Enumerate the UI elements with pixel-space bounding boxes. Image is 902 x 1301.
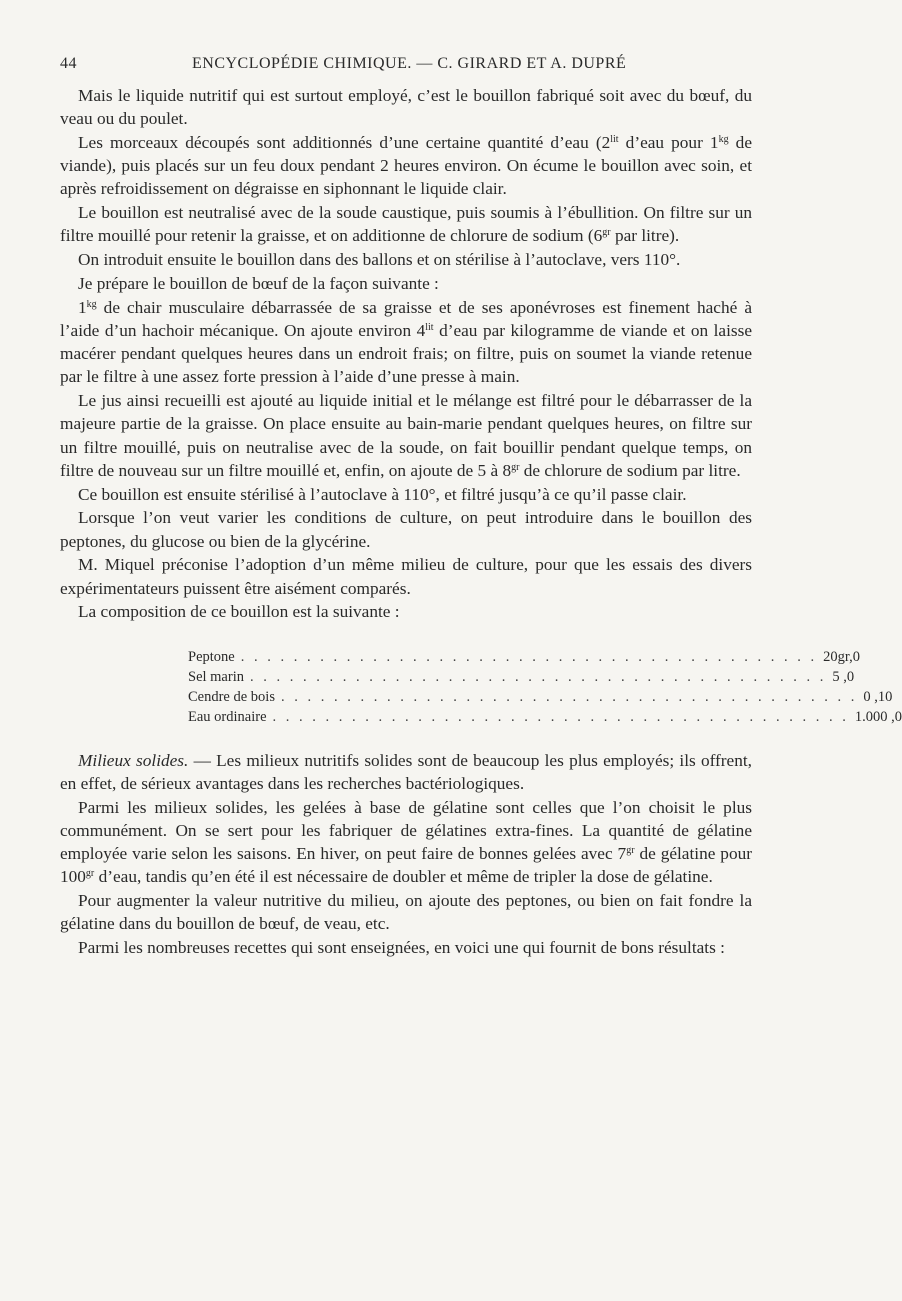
paragraph: Mais le liquide nutritif qui est surtout employé, c’est le bouillon fabriqué soit avec du bœuf, du veau ou du poulet.: [60, 86, 752, 129]
paragraph: Lorsque l’on veut varier les conditions de culture, on peut introduire dans le bouillon des peptones, du glucose ou bien de la glycérine.: [60, 508, 752, 551]
composition-label: Peptone: [188, 648, 235, 665]
paragraph: Parmi les milieux solides, les gelées à base de gélatine sont celles que l’on choisit le plus communément. On se sert pour les fabriquer de gélatines extra-fines. La quantité de gélatine employée varie selon les saisons. En hiver, on peut faire de bonnes gelées avec $7^{gr}$ de gélatine pour $100^{gr}$ d’eau, tandis qu’en été il est nécessaire de doubler et même de tripler la dose de gélatine.: [60, 797, 752, 887]
paragraph: Milieux solides. — Les milieux nutritifs solides sont de beaucoup les plus employés; ils offrent, en effet, de sérieux avantages dans les recherches bactériologiques.: [60, 750, 752, 793]
composition-value: 5 ,0: [832, 668, 855, 685]
leader-dots: . . . . . . . . . . . . . . . . . . . . . . . . . . . . . . . . . . . . . . . . . . . .: [249, 668, 827, 685]
paragraph: Le jus ainsi recueilli est ajouté au liquide initial et le mélange est filtré pour le débarrasser de la majeure partie de la graisse. On place ensuite au bain-marie pendant quelques heures, on filtre sur un filtre mouillé, puis on neutralise avec de la soude, on fait bouillir pendant quelque temps, on filtre de nouveau sur un filtre mouillé et, enfin, on ajoute de 5 à $8^{gr}$ de chlorure de sodium par litre.: [60, 391, 752, 480]
paragraph: Je prépare le bouillon de bœuf de la façon suivante :: [78, 274, 439, 293]
page-number: 44: [60, 55, 77, 72]
paragraph: Le bouillon est neutralisé avec de la soude caustique, puis soumis à l’ébullition. On filtre sur un filtre mouillé pour retenir la graisse, et on additionne de chlorure de sodium ($6^{gr}$ par litre).: [60, 203, 752, 246]
paragraph: M. Miquel préconise l’adoption d’un même milieu de culture, pour que les essais des divers expérimentateurs puissent être aisément comparés.: [60, 555, 752, 598]
leader-dots: . . . . . . . . . . . . . . . . . . . . . . . . . . . . . . . . . . . . . . . . . . . .: [272, 708, 849, 725]
composition-row: [188, 667, 855, 687]
composition-value: 20gr,0: [823, 648, 860, 665]
composition-value: 1.000 ,0: [854, 708, 902, 725]
page-body: [60, 84, 902, 960]
composition-label: Sel marin: [188, 668, 244, 685]
paragraph: On introduit ensuite le bouillon dans des ballons et on stérilise à l’autoclave, vers 110°.: [78, 250, 681, 270]
composition-row: [188, 647, 860, 667]
paragraph: La composition de ce bouillon est la suivante :: [78, 602, 400, 622]
paragraph: $1^{kg}$ de chair musculaire débarrassée de sa graisse et de ses aponévroses est finement haché à l’aide d’un hachoir mécanique. On ajoute environ $4^{lit}$ d’eau par kilogramme de viande et on laisse macérer pendant quelques heures dans un endroit frais; on filtre, puis on soumet la viande retenue par le filtre à une assez forte pression à l’aide d’une presse à main.: [60, 297, 752, 387]
paragraph: Parmi les nombreuses recettes qui sont enseignées, en voici une qui fournit de bons résultats :: [78, 938, 725, 958]
paragraph: Pour augmenter la valeur nutritive du milieu, on ajoute des peptones, ou bien on fait fondre la gélatine dans du bouillon de bœuf, de veau, etc.: [60, 891, 752, 934]
composition-row: [188, 687, 893, 707]
composition-row: [188, 707, 902, 727]
composition-table: [188, 647, 902, 727]
paragraph: Ce bouillon est ensuite stérilisé à l’autoclave à 110°, et filtré jusqu’à ce qu’il passe clair.: [78, 484, 687, 504]
leader-dots: . . . . . . . . . . . . . . . . . . . . . . . . . . . . . . . . . . . . . . . . . . . .: [240, 648, 818, 665]
paragraph: Les morceaux découpés sont additionnés d’une certaine quantité d’eau ($2^{lit}$ d’eau pour $1^{kg}$ de viande), puis placés sur un feu doux pendant 2 heures environ. On écume le bouillon avec soin, et après refroidissement on dégraisse en siphonnant le liquide clair.: [60, 133, 752, 199]
leader-dots: . . . . . . . . . . . . . . . . . . . . . . . . . . . . . . . . . . . . . . . . . . . .: [280, 688, 858, 705]
composition-label: Cendre de bois: [188, 688, 275, 705]
composition-label: Eau ordinaire: [188, 708, 267, 725]
composition-value: 0 ,10: [863, 688, 893, 705]
running-title: ENCYCLOPÉDIE CHIMIQUE. — C. GIRARD ET A. DUPRÉ: [192, 55, 627, 72]
section-title: Milieux solides.: [78, 750, 189, 770]
